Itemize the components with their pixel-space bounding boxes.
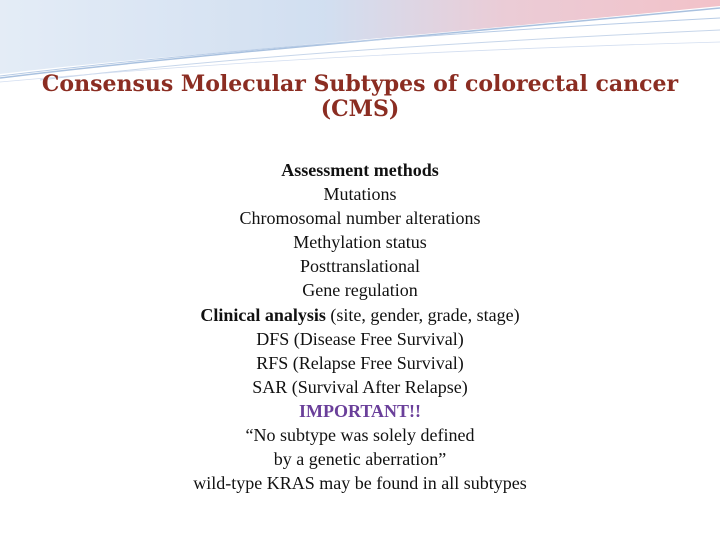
clinical-detail: (site, gender, grade, stage) <box>325 304 520 325</box>
clinical-heading: Clinical analysis <box>200 304 326 325</box>
quote-line: “No subtype was solely defined <box>245 425 475 446</box>
footer-line: wild-type KRAS may be found in all subtypes <box>193 473 527 494</box>
assessment-item: Methylation status <box>293 232 427 253</box>
assessment-item: Chromosomal number alterations <box>239 208 481 229</box>
slide-title-line-2: (CMS) <box>320 96 400 122</box>
assessment-item: Gene regulation <box>302 280 418 301</box>
clinical-item: SAR (Survival After Relapse) <box>252 376 468 397</box>
header-band <box>0 0 720 74</box>
slide-title <box>20 72 700 122</box>
clinical-item: RFS (Relapse Free Survival) <box>256 352 464 373</box>
assessment-item: Mutations <box>323 184 397 205</box>
clinical-item: DFS (Disease Free Survival) <box>256 328 464 349</box>
slide-title-line-1: Consensus Molecular Subtypes of colorectal cancer <box>41 71 679 97</box>
quote-line: by a genetic aberration” <box>273 449 447 470</box>
assessment-heading: Assessment methods <box>281 160 439 180</box>
assessment-item: Posttranslational <box>300 256 420 277</box>
important-label: IMPORTANT!! <box>298 400 422 421</box>
clinical-analysis-line <box>40 303 680 327</box>
slide-body <box>40 158 680 495</box>
